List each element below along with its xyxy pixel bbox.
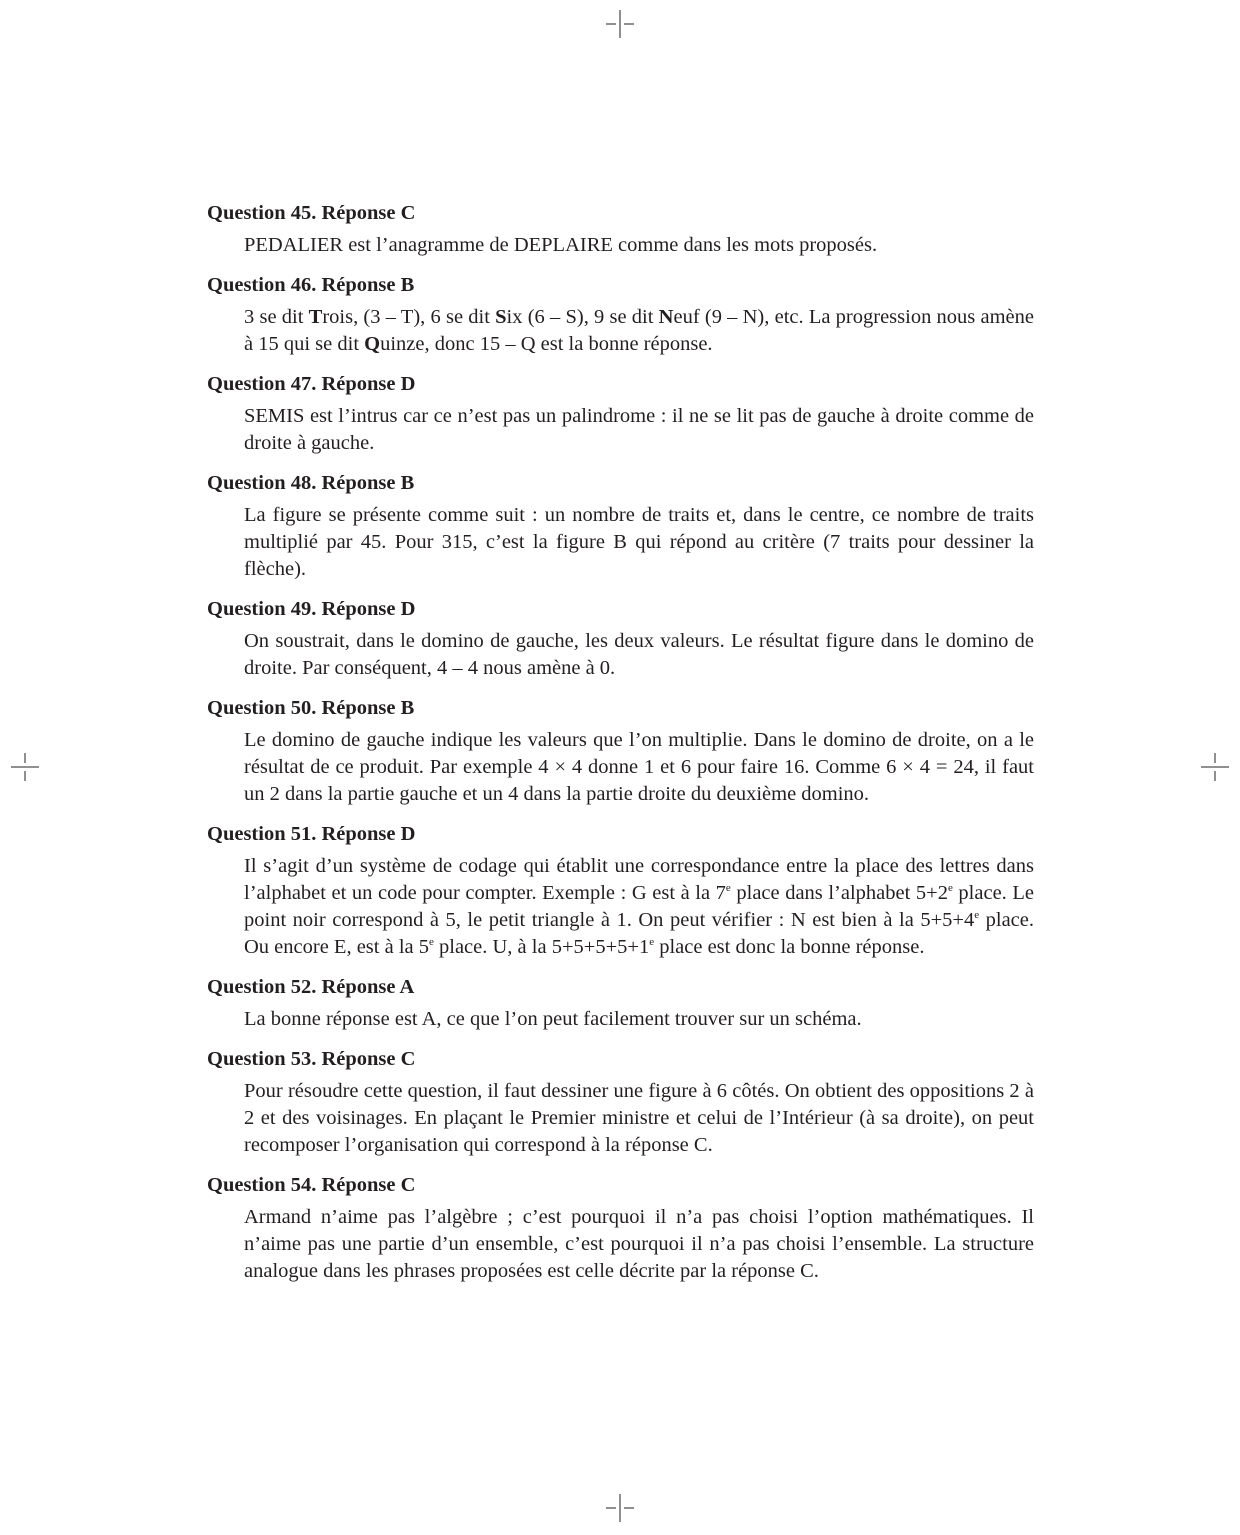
question-48 — [207, 470, 1034, 583]
answers-section — [207, 200, 1034, 1298]
question-title: Question 52. Réponse A — [207, 976, 415, 998]
answer-text: SEMIS est l’intrus car ce n’est pas un palindrome : il ne se lit pas de gauche à droite comme de droite à gauche. — [244, 405, 1034, 454]
question-45 — [207, 200, 1034, 259]
question-52 — [207, 974, 1034, 1033]
answer-text: PEDALIER est l’anagramme de DEPLAIRE comme dans les mots proposés. — [244, 234, 878, 256]
answer-text: Pour résoudre cette question, il faut dessiner une figure à 6 côtés. On obtient des oppositions 2 à 2 et des voisinages. En plaçant le Premier ministre et celui de l’Intérieur (à sa droite), on peut recomposer l’organisation qui correspond à la réponse C. — [244, 1080, 1034, 1156]
question-title: Question 45. Réponse C — [207, 202, 416, 224]
answer-text: Il s’agit d’un système de codage qui établit une correspondance entre la place des lettres dans l’alphabet et un code pour compter. Exemple : G est à la 7e place dans l’alphabet $5+2^e$ place. Le point noir correspond à 5, le petit triangle à 1. On peut vérifier : N est bien à la $5+5+4^e$ place. Ou encore E, est à la 5e place. U, à la $5+5+5+5+1^e$ place est donc la bonne réponse. — [244, 855, 1034, 958]
question-title: Question 49. Réponse D — [207, 598, 416, 620]
question-title: Question 46. Réponse B — [207, 274, 415, 296]
question-54 — [207, 1172, 1034, 1285]
crop-mark-top — [606, 10, 634, 38]
answer-text: Armand n’aime pas l’algèbre ; c’est pourquoi il n’a pas choisi l’option mathématiques. Il n’aime pas une partie d’un ensemble, c’est pourquoi il n’a pas choisi l’ensemble. La structure analogue dans les phrases proposées est celle décrite par la réponse C. — [244, 1206, 1034, 1282]
crop-mark-right — [1201, 753, 1229, 781]
question-title: Question 50. Réponse B — [207, 697, 415, 719]
answer-text: Le domino de gauche indique les valeurs que l’on multiplie. Dans le domino de droite, on a le résultat de ce produit. Par exemple 4 × 4 donne 1 et 6 pour faire 16. Comme 6 × 4 = 24, il faut un 2 dans la partie gauche et un 4 dans la partie droite du deuxième domino. — [244, 729, 1034, 805]
question-title: Question 47. Réponse D — [207, 373, 416, 395]
answer-text: On soustrait, dans le domino de gauche, les deux valeurs. Le résultat figure dans le domino de droite. Par conséquent, 4 – 4 nous amène à 0. — [244, 630, 1034, 679]
question-47 — [207, 371, 1034, 457]
question-title: Question 53. Réponse C — [207, 1048, 416, 1070]
question-46 — [207, 272, 1034, 358]
question-53 — [207, 1046, 1034, 1159]
answer-text: La figure se présente comme suit : un nombre de traits et, dans le centre, ce nombre de traits multiplié par 45. Pour 315, c’est la figure B qui répond au critère (7 traits pour dessiner la flèche). — [244, 504, 1034, 580]
answer-text: La bonne réponse est A, ce que l’on peut facilement trouver sur un schéma. — [244, 1008, 862, 1030]
question-title: Question 51. Réponse D — [207, 823, 416, 845]
answer-text: 3 se dit Trois, (3 – T), 6 se dit Six (6 – S), 9 se dit Neuf (9 – N), etc. La progression nous amène à 15 qui se dit Quinze, donc 15 – Q est la bonne réponse. — [244, 306, 1034, 355]
crop-mark-bottom — [606, 1494, 634, 1522]
question-title: Question 54. Réponse C — [207, 1174, 416, 1196]
question-title: Question 48. Réponse B — [207, 472, 415, 494]
question-49 — [207, 596, 1034, 682]
question-51 — [207, 821, 1034, 961]
crop-mark-left — [11, 753, 39, 781]
question-50 — [207, 695, 1034, 808]
